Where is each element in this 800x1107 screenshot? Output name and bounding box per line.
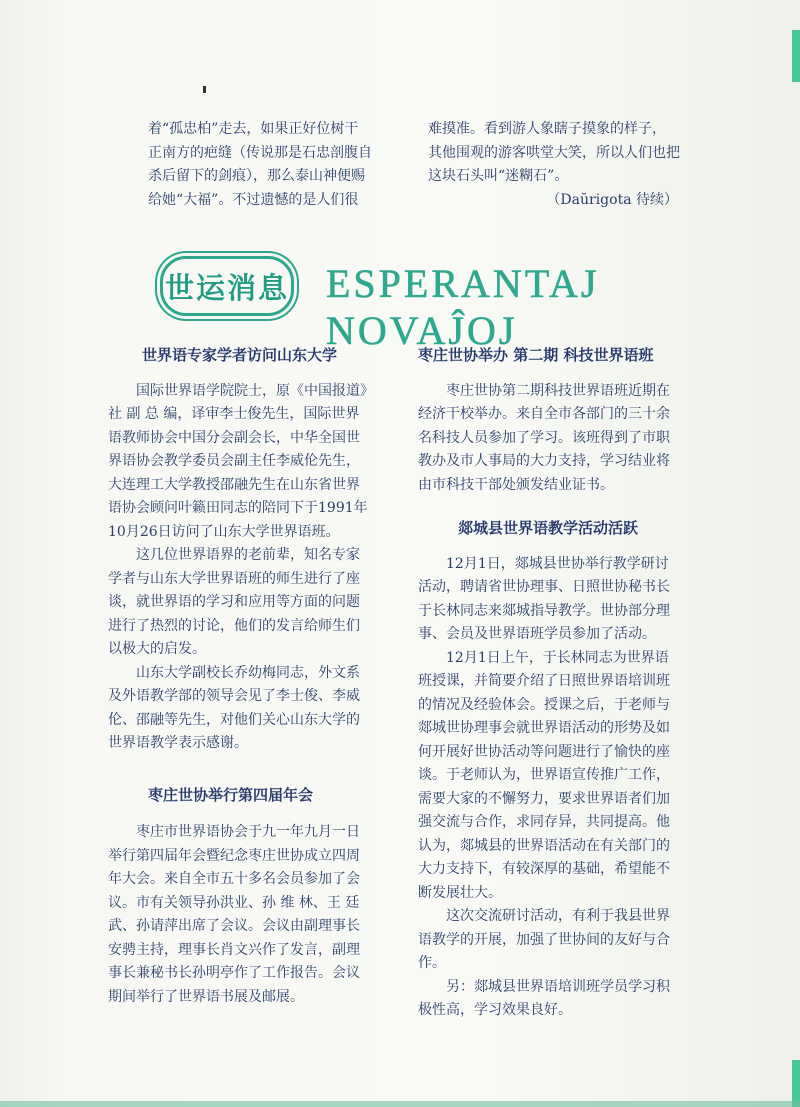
print-speck	[203, 86, 206, 93]
to-be-continued-note: （Daŭrigota 待续）	[546, 191, 678, 208]
text-line: 活动，聘请省世协理事、日照世协秘书长	[418, 579, 670, 595]
banner-frame	[160, 256, 294, 316]
text-line: 强交流与合作，求同存异，共同提高。他	[418, 814, 670, 830]
text-line: 其他围观的游客哄堂大笑，所以人们也把	[428, 144, 680, 161]
article-paragraph	[108, 821, 398, 1009]
text-line: 世界语教学表示感谢。	[108, 735, 248, 751]
article-paragraph	[418, 647, 708, 906]
text-line: 这几位世界语界的老前辈，知名专家	[136, 547, 360, 563]
text-line: 期间举行了世界语书展及邮展。	[108, 988, 304, 1005]
text-line: 大连理工大学教授邵融先生在山东省世界	[108, 476, 360, 493]
text-line: 极性高，学习效果良好。	[418, 1002, 572, 1018]
text-line: 郯城世协理事会就世界语活动的形势及如	[418, 720, 670, 736]
text-line: 以极大的启发。	[108, 641, 206, 657]
text-line: 12月1日上午，于长林同志为世界语	[446, 649, 669, 666]
page-edge-tab-top	[792, 30, 800, 82]
right-column	[418, 344, 708, 1023]
banner-title-esperanto: ESPERANTAJ NOVAĴOJ	[326, 261, 600, 353]
article-paragraph	[418, 976, 708, 1023]
text-line: 事、会员及世界语班学员参加了活动。	[418, 626, 656, 642]
left-column	[108, 344, 398, 1009]
text-line: 及外语教学部的领导会见了李士俊、李威	[108, 688, 360, 704]
text-line: 举行第四届年会暨纪念枣庄世协成立四周	[108, 847, 360, 864]
text-line: 议。市有关领导孙洪业、孙 维 林、王 廷	[108, 894, 360, 911]
article-title-tech-class: 枣庄世协举办 第二期 科技世界语班	[418, 346, 654, 364]
text-line: 安骋主持，理事长肖文兴作了发言，副理	[108, 941, 360, 958]
text-line: 10月26日访问了山东大学世界语班。	[108, 523, 340, 540]
text-line: 语教师协会中国分会副会长，中华全国世	[108, 429, 360, 446]
text-line: 进行了热烈的讨论，他们的发言给师生们	[108, 617, 360, 634]
page-edge-tab-bottom	[792, 1060, 800, 1107]
text-line: 枣庄世协第二期科技世界语班近期在	[446, 382, 670, 399]
text-line: 名科技人员参加了学习。该班得到了市职	[418, 429, 670, 446]
text-line: 教办及市人事局的大力支持，学习结业将	[418, 453, 670, 469]
article-paragraph	[108, 662, 398, 756]
article-paragraph	[108, 380, 398, 545]
text-line: 断发展壮大。	[418, 884, 502, 901]
article-paragraph	[108, 544, 398, 662]
text-line: 何开展好世协活动等问题进行了愉快的座	[418, 743, 670, 760]
text-line: 正南方的疤缝（传说那是石忠剖腹自	[148, 144, 372, 161]
text-line: 语教学的开展，加强了世协间的友好与合	[418, 931, 670, 948]
text-line: 大力支持下，有较深厚的基础，希望能不	[418, 861, 670, 877]
article-paragraph	[418, 380, 708, 498]
text-line: 语协会顾问叶籁田同志的陪同下于1991年	[108, 500, 368, 516]
text-line: 国际世界语学院院士，原《中国报道》	[136, 382, 374, 399]
text-line: 杀后留下的剑痕），那么泰山神便赐	[148, 168, 365, 184]
article-title-zaozhuang-annual-meeting: 枣庄世协举行第四届年会	[148, 785, 314, 804]
text-line: 认为，郯城县的世界语活动在有关部门的	[418, 837, 670, 854]
article-title-tancheng-teaching: 郯城县世界语教学活动活跃	[458, 519, 639, 537]
text-line: 伦、邵融等先生，对他们关心山东大学的	[108, 711, 360, 728]
text-line: 由市科技干部处颁发结业证书。	[418, 476, 614, 493]
text-line: 作。	[418, 955, 446, 971]
text-line: 着“孤忠柏”走去，如果正好位树干	[148, 121, 359, 137]
text-line: 班授课，并简要介绍了日照世界语培训班	[418, 673, 670, 689]
text-line: 难摸准。看到游人象瞎子摸象的样子，	[428, 121, 666, 137]
article-title-shandong-visit: 世界语专家学者访问山东大学	[142, 346, 338, 364]
article-paragraph	[418, 905, 708, 976]
text-line: 事长兼秘书长孙明亭作了工作报告。会议	[108, 965, 360, 981]
text-line: 山东大学副校长乔幼梅同志，外文系	[136, 664, 360, 681]
text-line: 另：郯城县世界语培训班学员学习积	[446, 978, 670, 995]
section-banner	[150, 250, 710, 353]
article-paragraph	[418, 553, 708, 647]
text-line: 武、孙请萍出席了会议。会议由副理事长	[108, 918, 360, 934]
text-line: 12月1日，郯城县世协举行教学研讨	[446, 555, 669, 572]
text-line: 谈。于老师认为，世界语宣传推广工作，	[418, 767, 670, 783]
text-line: 需要大家的不懈努力，要求世界语者们加	[418, 790, 670, 807]
text-line: 社 副 总 编，译审李士俊先生，国际世界	[108, 406, 360, 422]
text-line: 这块石头叫“迷糊石”。	[428, 168, 569, 184]
text-line: 学者与山东大学世界语班的师生进行了座	[108, 570, 360, 587]
text-line: 于长林同志来郯城指导教学。世协部分理	[418, 602, 670, 619]
text-line: 谈，就世界语的学习和应用等方面的问题	[108, 594, 360, 610]
text-line: 的情况及经验体会。授课之后，于老师与	[418, 696, 670, 713]
continued-text-left	[148, 118, 398, 212]
text-line: 界语协会教学委员会副主任李威伦先生，	[108, 453, 360, 469]
text-line: 枣庄市世界语协会于九一年九月一日	[136, 824, 360, 840]
text-line: 给她“大福”。不过遗憾的是人们很	[148, 191, 359, 208]
banner-title-chinese: 世运消息	[164, 270, 289, 305]
page-bottom-edge	[0, 1101, 800, 1107]
continued-text-right	[428, 118, 698, 212]
text-line: 经济干校举办。来自全市各部门的三十余	[418, 406, 670, 422]
text-line: 年大会。来自全市五十多名会员参加了会	[108, 871, 360, 887]
text-line: 这次交流研讨活动，有利于我县世界	[446, 908, 670, 924]
